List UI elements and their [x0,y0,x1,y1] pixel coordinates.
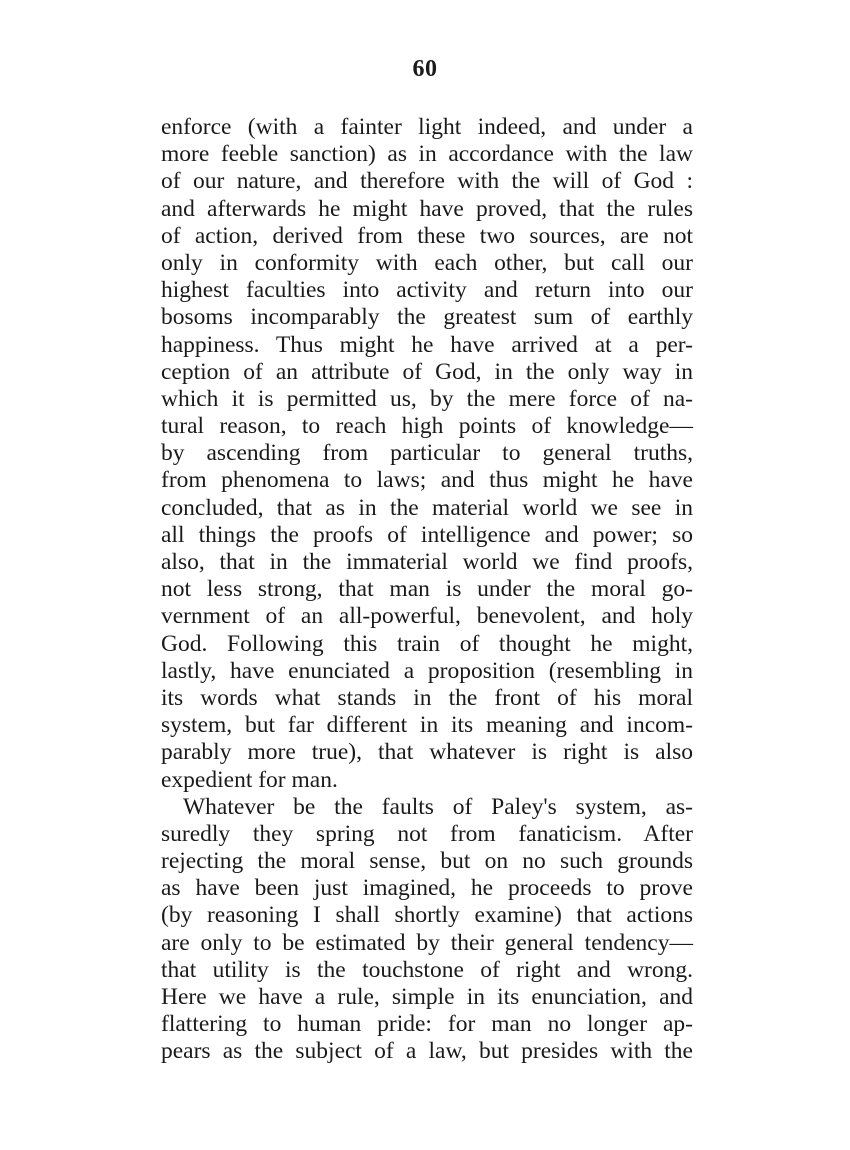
text-line: of action, derived from these two sources, are not [161,222,693,249]
text-line: Here we have a rule, simple in its enunciation, and [161,984,693,1010]
text-line: are only to be estimated by their general tendency— [161,929,693,956]
text-line: of our nature, and therefore with the will of God : [161,168,693,195]
text-line: ception of an attribute of God, in the only way in [161,358,693,385]
text-line: system, but far different in its meaning and incom- [161,712,693,739]
page-number: 60 [412,56,438,82]
body-text [161,114,693,1066]
text-line: and afterwards he might have proved, that the rules [161,195,693,222]
text-line: more feeble sanction) as in accordance with the law [161,141,693,168]
text-line: that utility is the touchstone of right and wrong. [161,956,693,983]
text-line: its words what stands in the front of his moral [161,684,693,711]
text-line: highest faculties into activity and return into our [161,277,693,304]
text-line: as have been just imagined, he proceeds to prove [161,875,693,902]
text-line: (by reasoning I shall shortly examine) that actions [161,902,693,929]
text-line: concluded, that as in the material world we see in [161,494,693,521]
text-line: flattering to human pride: for man no longer ap- [161,1011,693,1038]
text-line: also, that in the immaterial world we find proofs, [161,549,693,575]
text-line: God. Following this train of thought he might, [161,630,693,657]
text-line: pears as the subject of a law, but presides with the [161,1038,693,1065]
text-line: all things the proofs of intelligence and power; so [161,521,693,548]
text-line: Whatever be the faults of Paley's system, as- [183,793,693,820]
text-line: happiness. Thus might he have arrived at a per- [161,331,693,358]
text-line: suredly they spring not from fanaticism. After [161,820,693,847]
text-line: which it is permitted us, by the mere force of na- [161,385,693,412]
text-line: by ascending from particular to general truths, [161,440,693,467]
text-line: vernment of an all-powerful, benevolent, and holy [161,603,693,630]
text-line: bosoms incomparably the greatest sum of earthly [161,304,693,331]
text-line: lastly, have enunciated a proposition (resembling in [161,657,693,684]
text-line: expedient for man. [161,766,338,793]
text-line: parably more true), that whatever is right is also [161,739,693,766]
text-line: enforce (with a fainter light indeed, and under a [161,114,693,140]
text-line: not less strong, that man is under the moral go- [161,576,693,603]
text-line: from phenomena to laws; and thus might he have [161,467,693,494]
text-line: only in conformity with each other, but call our [161,249,693,276]
text-line: tural reason, to reach high points of knowledge— [161,413,693,440]
text-line: rejecting the moral sense, but on no such grounds [161,848,693,875]
